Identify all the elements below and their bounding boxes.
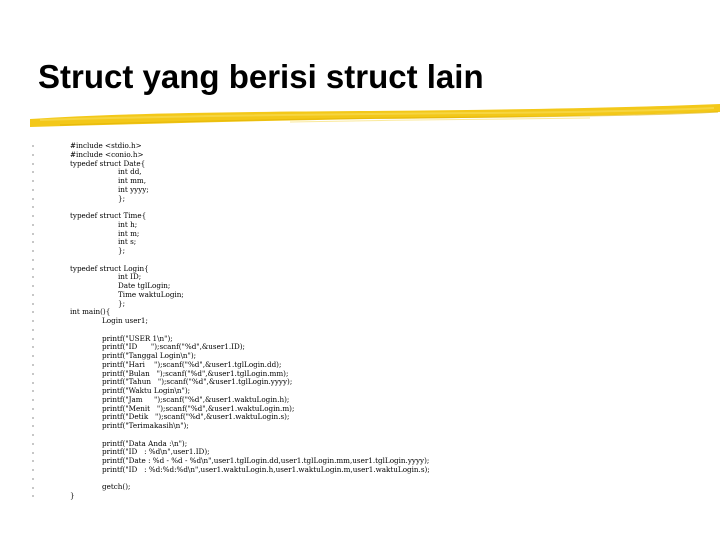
code-line: printf("Data Anda :\n"); [102, 438, 188, 448]
bullet-dot [32, 163, 34, 165]
bullet-dot [32, 171, 34, 173]
bullet-marker-column [30, 142, 40, 537]
bullet-dot [32, 373, 34, 375]
bullet-dot [32, 224, 34, 226]
bullet-dot [32, 469, 34, 471]
code-line: printf("Bulan ");scanf("%d",&user1.tglLogin.mm); [102, 368, 289, 378]
bullet-dot [32, 495, 34, 497]
code-line: Time waktuLogin; [118, 289, 184, 299]
code-line: int main(){ [70, 307, 111, 317]
bullet-dot [32, 268, 34, 270]
bullet-dot [32, 452, 34, 454]
bullet-dot [32, 338, 34, 340]
bullet-dot [32, 382, 34, 384]
code-line: typedef struct Date{ [70, 158, 146, 168]
bullet-dot [32, 390, 34, 392]
bullet-dot [32, 215, 34, 217]
bullet-dot [32, 460, 34, 462]
bullet-dot [32, 145, 34, 147]
bullet-dot [32, 198, 34, 200]
bullet-dot [32, 487, 34, 489]
code-line: int yyyy; [118, 184, 149, 194]
code-line: printf("Waktu Login\n"); [102, 386, 191, 395]
bullet-dot [32, 425, 34, 427]
bullet-dot [32, 329, 34, 331]
bullet-dot [32, 303, 34, 305]
code-line: printf("Detik ");scanf("%d",&user1.waktuLogin.s); [102, 412, 290, 422]
title-underline-brush-stroke [30, 98, 720, 138]
code-line: Login user1; [102, 316, 148, 325]
code-line: printf("Date : %d - %d - %d\n",user1.tglLogin.dd,user1.tglLogin.mm,user1.tglLogin.yyyy); [102, 456, 430, 465]
bullet-dot [32, 285, 34, 287]
code-line: int h; [118, 219, 138, 229]
bullet-dot [32, 434, 34, 436]
bullet-dot [32, 355, 34, 357]
bullet-dot [32, 443, 34, 445]
code-line: getch(); [102, 482, 131, 492]
bullet-dot [32, 241, 34, 243]
code-line: printf("Tahun ");scanf("%d",&user1.tglLogin.yyyy); [102, 377, 293, 387]
code-line: printf("ID : %d\n",user1.ID); [102, 447, 210, 457]
bullet-dot [32, 364, 34, 366]
code-line: printf("ID ");scanf("%d",&user1.ID); [102, 342, 245, 352]
bullet-dot [32, 311, 34, 313]
code-line: }; [118, 298, 125, 308]
code-line: typedef struct Time{ [70, 211, 147, 220]
bullet-dot [32, 154, 34, 156]
bullet-dot [32, 180, 34, 182]
bullet-dot [32, 346, 34, 348]
bullet-dot [32, 408, 34, 410]
code-line: printf("ID : %d:%d:%d\n",user1.waktuLogin.h,user1.waktuLogin.m,user1.waktuLogin.s); [102, 464, 430, 474]
code-line: typedef struct Login{ [70, 263, 149, 273]
code-line: #include <stdio.h> [70, 141, 142, 150]
bullet-dot [32, 250, 34, 252]
bullet-dot [32, 233, 34, 235]
bullet-dot [32, 206, 34, 208]
code-line: } [70, 491, 75, 500]
code-line: int dd, [118, 167, 142, 177]
code-line: int m; [118, 228, 140, 238]
bullet-dot [32, 478, 34, 480]
bullet-dot [32, 320, 34, 322]
bullet-dot [32, 189, 34, 191]
code-line: int ID; [118, 272, 142, 282]
code-line: printf("Jam ");scanf("%d",&user1.waktuLogin.h); [102, 394, 290, 404]
bullet-dot [32, 294, 34, 296]
code-line: }; [118, 246, 125, 255]
bullet-dot [32, 259, 34, 261]
code-line: printf("USER 1\n"); [102, 333, 173, 343]
code-line: int s; [118, 237, 137, 247]
code-line: }; [118, 193, 125, 203]
bullet-dot [32, 417, 34, 419]
code-line: printf("Terimakasih\n"); [102, 421, 189, 430]
code-line: printf("Menit ");scanf("%d",&user1.waktuLogin.m); [102, 403, 295, 413]
slide-title: Struct yang berisi struct lain [38, 58, 484, 95]
bullet-dot [32, 276, 34, 278]
code-line: int mm, [118, 176, 147, 185]
code-line: #include <conio.h> [70, 149, 144, 159]
code-line: Date tglLogin; [118, 281, 171, 290]
code-line: printf("Tanggal Login\n"); [102, 351, 197, 360]
bullet-dot [32, 399, 34, 401]
code-block [70, 142, 430, 501]
code-line: printf("Hari ");scanf("%d",&user1.tglLogin.dd); [102, 359, 282, 369]
